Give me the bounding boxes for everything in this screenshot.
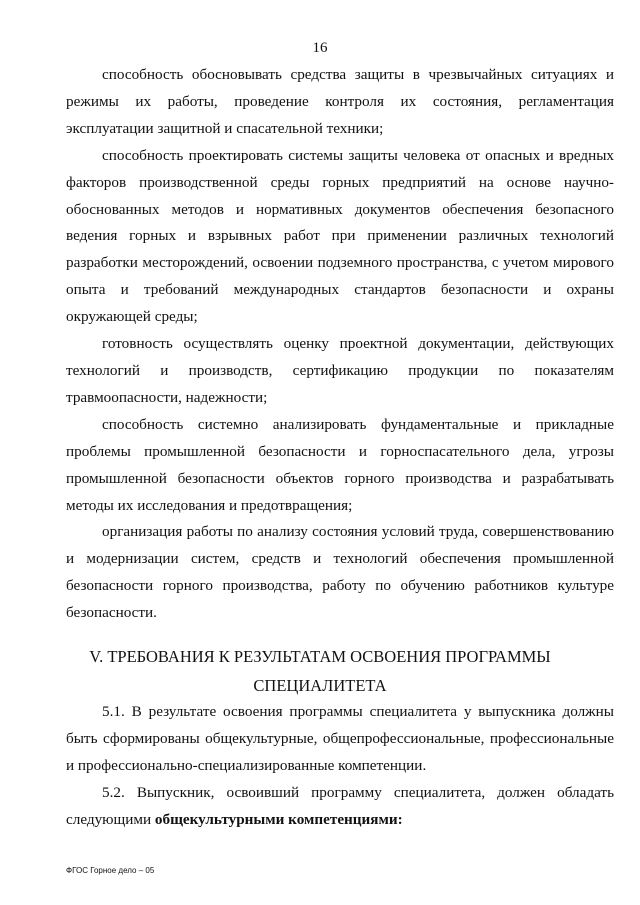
section-body — [66, 699, 614, 834]
competency-list — [66, 62, 614, 627]
paragraph-5-2 — [66, 780, 614, 834]
paragraph: способность обосновывать средства защиты в чрезвычайных ситуациях и режимы их работы, проведение контроля их состояния, регламентация эксплуатации защитной и спасательной техники; — [66, 66, 614, 137]
paragraph-5-2-bold: общекультурными компетенциями: — [154, 810, 403, 828]
section-heading — [0, 642, 640, 700]
paragraph: организация работы по анализу состояния условий труда, совершенствованию и модернизации систем, средств и технологий обеспечения промышленной безопасности горного производства, работу по обучению работников культуре безопасности. — [66, 523, 614, 622]
paragraph: готовность осуществлять оценку проектной документации, действующих технологий и производств, сертификацию продукции по показателям травмоопасности, надежности; — [66, 335, 614, 406]
paragraph: способность системно анализировать фундаментальные и прикладные проблемы промышленной безопасности и горноспасательного дела, угрозы промышленной безопасности объектов горного производства и разрабатывать методы их исследования и предотвращения; — [66, 415, 614, 514]
paragraph-5-2-text: 5.2. Выпускник, освоивший программу специалитета, должен обладать следующими — [66, 783, 614, 828]
paragraph-5-1: 5.1. В результате освоения программы специалитета у выпускника должны быть сформированы общекультурные, общепрофессиональные, профессиональные и профессионально-специализированные компетенции. — [66, 703, 614, 774]
section-heading-line-2: СПЕЦИАЛИТЕТА — [253, 676, 387, 695]
section-heading-line-1: V. ТРЕБОВАНИЯ К РЕЗУЛЬТАТАМ ОСВОЕНИЯ ПРОГРАММЫ — [89, 647, 551, 666]
paragraph: способность проектировать системы защиты человека от опасных и вредных факторов производственной среды горных предприятий на основе научно-обоснованных методов и нормативных документов обеспечения безопасного ведения горных и взрывных работ при применении различных технологий разработки месторождений, освоении подземного пространства, с учетом мирового опыта и требований международных стандартов безопасности и охраны окружающей среды; — [66, 146, 614, 326]
footer: ФГОС Горное дело – 05 — [66, 866, 155, 875]
page-number: 16 — [312, 40, 328, 56]
